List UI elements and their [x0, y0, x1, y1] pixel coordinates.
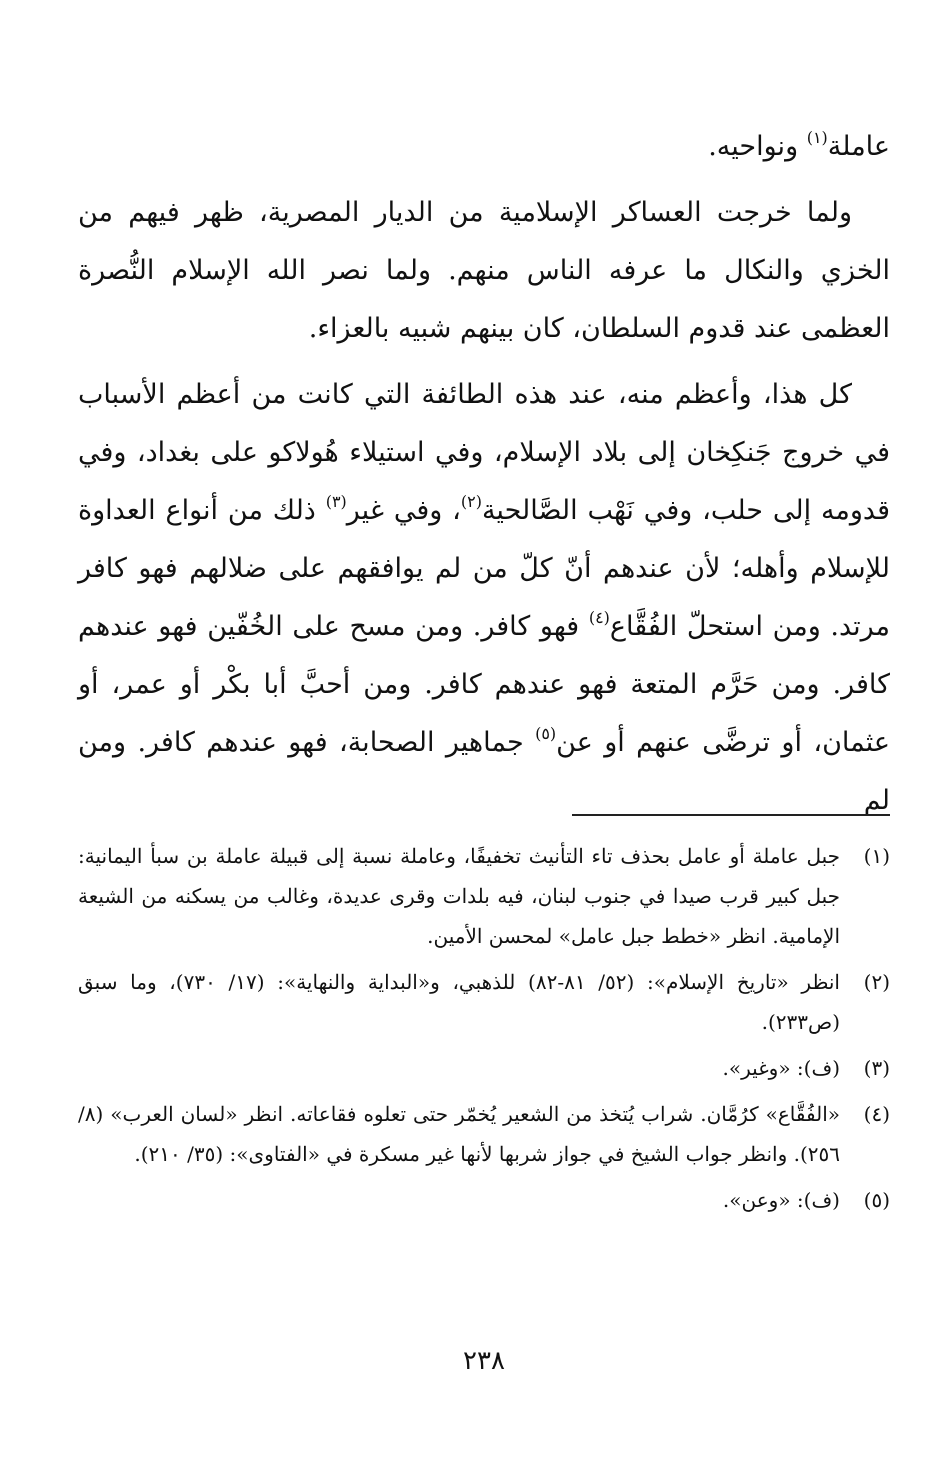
footnote-number: (١) — [863, 844, 890, 868]
footnote-number: (٣) — [863, 1056, 890, 1080]
footnote-text: (ف): «وعن». — [722, 1188, 840, 1212]
text-run: عاملة — [827, 131, 890, 162]
text-run: فهو كافر. ومن مسح على الخُفّين فهو عندهم كافر. ومن حَرَّم المتعة فهو عندهم كافر. ومن أحبَّ أبا بكْر أو عمر، أو عثمان، أو ترضَّى عنهم أو عن — [78, 611, 890, 758]
book-page — [78, 118, 890, 1418]
text-run: ونواحيه. — [708, 131, 807, 162]
footnote-ref: (١) — [806, 128, 828, 147]
footnote-number: (٥) — [863, 1188, 890, 1212]
footnote-2 — [78, 962, 890, 1042]
text-run: ، وفي غير — [346, 495, 461, 526]
footnote-4 — [78, 1094, 890, 1174]
footnote-number: (٢) — [863, 970, 890, 994]
footnotes — [78, 836, 890, 1226]
footnote-ref: (٤) — [588, 608, 610, 627]
footnote-text: «الفُقَّاع» كرُمَّان. شراب يُتخذ من الشعير يُخمّر حتى تعلوه فقاعاته. انظر «لسان العرب» (٨/ ٢٥٦). وانظر جواب الشيخ في جواز شربها لأنها غير مسكرة في «الفتاوى»: (٣٥/ ٢١٠). — [78, 1102, 840, 1166]
text-run: ذلك من أنواع العداوة للإسلام وأهله؛ لأن عندهم أنّ كلّ من لم يوافقهم على ضلالهم فهو كافر مرتد. ومن استحلّ الفُقَّاع — [78, 495, 890, 642]
footnote-divider — [572, 814, 890, 816]
paragraph-1 — [78, 118, 890, 176]
footnote-text: انظر «تاريخ الإسلام»: (٥٢/ ٨١-٨٢) للذهبي، و«البداية والنهاية»: (١٧/ ٧٣٠)، وما سبق (ص٢٣٣). — [78, 970, 840, 1034]
main-text — [78, 118, 890, 830]
paragraph-2: ولما خرجت العساكر الإسلامية من الديار المصرية، ظهر فيهم من الخزي والنكال ما عرفه الناس منهم. ولما نصر الله الإسلام النُّصرة العظمى عند قدوم السلطان، كان بينهم شبيه بالعزاء. — [78, 197, 890, 344]
text-run: جماهير الصحابة، فهو عندهم كافر. ومن لم — [78, 727, 890, 816]
footnote-text: جبل عاملة أو عامل بحذف تاء التأنيث تخفيفًا، وعاملة نسبة إلى قبيلة عاملة بن سبأ اليمانية: جبل كبير قرب صيدا في جنوب لبنان، فيه بلدات وقرى عديدة، وغالب من يسكنه من الشيعة الإمامية. انظر «خطط جبل عامل» لمحسن الأمين. — [78, 844, 840, 948]
footnote-1 — [78, 836, 890, 956]
text-run: كل هذا، وأعظم منه، عند هذه الطائفة التي كانت من أعظم الأسباب في خروج جَنكِخان إلى بلاد الإسلام، وفي استيلاء هُولاكو على بغداد، وفي قدومه إلى حلب، وفي نَهْب الصَّالحية — [78, 379, 891, 526]
footnote-5 — [78, 1180, 890, 1220]
footnote-ref: (٥) — [535, 724, 557, 743]
page-number: ٢٣٨ — [463, 1346, 505, 1376]
footnote-number: (٤) — [863, 1102, 890, 1126]
paragraph-3 — [78, 366, 890, 830]
footnote-ref: (٣) — [325, 492, 347, 511]
footnote-ref: (٢) — [460, 492, 482, 511]
footnote-text: (ف): «وغير». — [722, 1056, 840, 1080]
footnote-3 — [78, 1048, 890, 1088]
